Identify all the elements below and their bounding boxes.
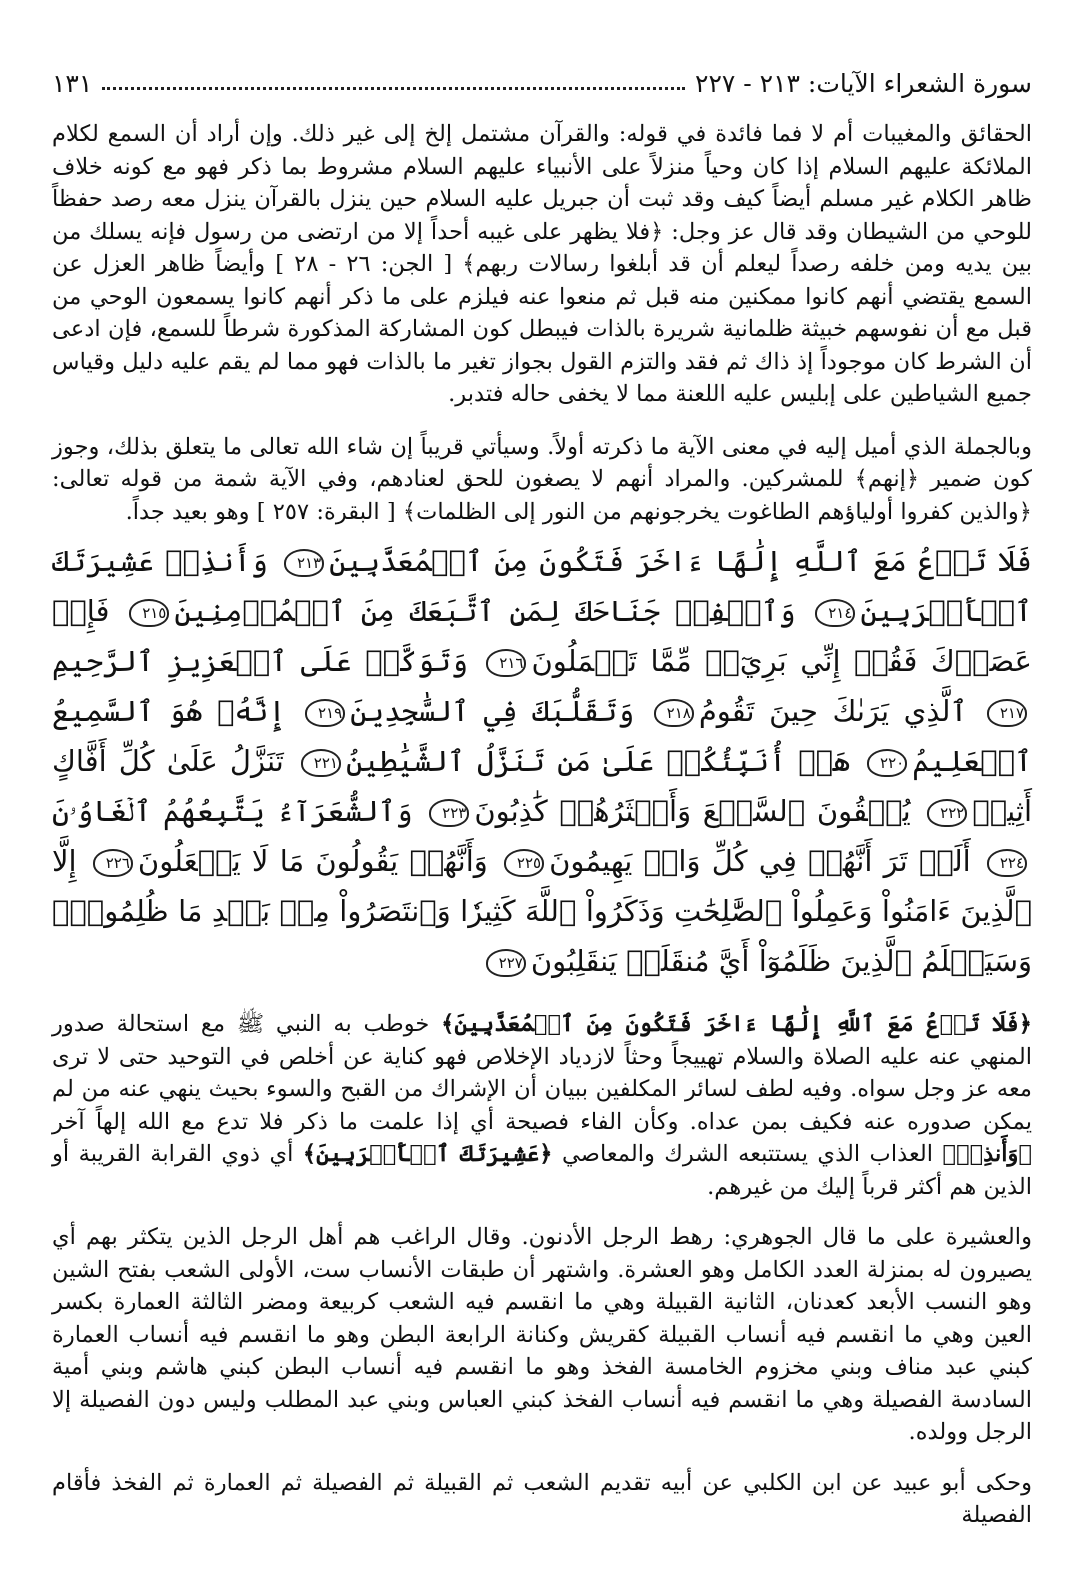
quran-verse-221: هَلۡ أُنَبِّئُكُمۡ عَلَىٰ مَن تَنَزَّلُ ٱلشَّيَٰطِينُ — [345, 744, 851, 778]
quoted-verse-warn: ﴿وَأَنذِرۡ﴾ — [942, 1141, 1032, 1167]
quran-verse-219: وَتَقَلُّبَكَ فِي ٱلسَّٰجِدِينَ — [350, 694, 635, 728]
quran-verse-215: وَٱخۡفِضۡ جَنَاحَكَ لِمَنِ ٱتَّبَعَكَ مِنَ ٱلۡمُؤۡمِنِينَ — [174, 594, 796, 628]
verse-number-224: ٢٢٤ — [987, 849, 1027, 877]
commentary-text-c: أي ذوي القرابة القريبة أو الذين هم أكثر قرباً إليك من غيرهم. — [52, 1141, 1032, 1200]
header-leader-dots — [102, 86, 685, 90]
quran-verse-227: إِلَّا ٱلَّذِينَ ءَامَنُواْ وَعَمِلُواْ ٱلصَّٰلِحَٰتِ وَذَكَرُواْ ٱللَّهَ كَثِيرٗا وَٱنتَصَرُواْ مِنۢ بَعۡدِ مَا ظُلِمُواْۗ وَسَيَعۡلَمُ ٱلَّذِينَ ظَلَمُوٓاْ أَيَّ مُنقَلَبٖ يَنقَلِبُونَ — [52, 844, 1032, 978]
verse-number-221: ٢٢١ — [301, 749, 341, 777]
commentary-paragraph-two: وبالجملة الذي أميل إليه في معنى الآية ما ذكرته أولاً. وسيأتي قريباً إن شاء الله تعالى ما يتعلق بذلك، وجوز كون ضمير ﴿إنهم﴾ للمشركين. والمراد أنهم لا يصغون للحق لعنادهم، وفي الآية شمة من قوله تعالى: ﴿والذين كفروا أولياؤهم الطاغوت يخرجونهم من النور إلى الظلمات﴾ [ البقرة: ٢٥٧ ] وهو بعيد جداً. — [52, 433, 1032, 525]
verse-number-225: ٢٢٥ — [504, 849, 544, 877]
commentary-text-a: خوطب به النبي ﷺ مع استحالة صدور المنهي عنه عليه الصلاة والسلام تهييجاً وحثاً لازدياد الإخلاص فهو كناية عن أخلص في التوحيد حتى لا ترى معه عز وجل سواه. وفيه لطف لسائر المكلفين ببيان أن الإشراك من القبح والسوء بحيث ينهي عنه من لم يمكن صدوره عنه فكيف بمن عداه. وكأن الفاء فصيحة أي إذا علمت ما ذكر فلا تدع مع الله إلهاً آخر — [52, 1011, 1032, 1135]
verse-number-226: ٢٢٦ — [93, 849, 133, 877]
commentary-text-b: العذاب الذي يستتبعه الشرك والمعاصي — [552, 1141, 943, 1167]
running-title: سورة الشعراء الآيات: ٢١٣ - ٢٢٧ — [695, 69, 1032, 98]
quran-verse-226: وَأَنَّهُمۡ يَقُولُونَ مَا لَا يَفۡعَلُونَ — [137, 844, 488, 878]
verse-number-220: ٢٢٠ — [867, 749, 907, 777]
verse-commentary-paragraph — [52, 1008, 1032, 1203]
quran-verse-217: وَتَوَكَّلۡ عَلَى ٱلۡعَزِيزِ ٱلرَّحِيمِ — [52, 644, 468, 678]
quran-verse-225: أَلَمۡ تَرَ أَنَّهُمۡ فِي كُلِّ وَادٖ يَهِيمُونَ — [549, 844, 971, 878]
verse-number-218: ٢١٨ — [654, 699, 694, 727]
closing-paragraph: وحكى أبو عبيد عن ابن الكلبي عن أبيه تقديم الشعب ثم القبيلة ثم الفصيلة ثم العمارة ثم الفخذ فأقام الفصيلة — [52, 1469, 1032, 1528]
quran-verse-216: فَإِنۡ عَصَوۡكَ فَقُلۡ إِنِّي بَرِيٓءٞ مِّمَّا تَعۡمَلُونَ — [52, 594, 1032, 678]
verse-number-216: ٢١٦ — [486, 649, 526, 677]
verse-number-222: ٢٢٢ — [927, 799, 967, 827]
quran-verse-223: يُلۡقُونَ ٱلسَّمۡعَ وَأَكۡثَرُهُمۡ كَٰذِبُونَ — [474, 794, 911, 828]
quran-verse-222: تَنَزَّلُ عَلَىٰ كُلِّ أَفَّاكٍ أَثِيمٖ — [52, 744, 1033, 828]
quran-verse-224: وَٱلشُّعَرَآءُ يَتَّبِعُهُمُ ٱلۡغَاوُۥنَ — [52, 794, 413, 828]
quoted-verse-kin: ﴿عَشِيرَتَكَ ٱلۡأَقۡرَبِينَ﴾ — [302, 1141, 553, 1167]
verse-number-213: ٢١٣ — [284, 549, 324, 577]
verse-number-215: ٢١٥ — [129, 599, 169, 627]
kinship-paragraph: والعشيرة على ما قال الجوهري: رهط الرجل الأدنون. وقال الراغب هم أهل الرجل الذين يتكثر بهم أي يصيرون له بمنزلة العدد الكامل وهو العشرة. واشتهر أن طبقات الأنساب ست، الأولى الشعب بفتح الشين وهو النسب الأبعد كعدنان، الثانية القبيلة وهي ما انقسم فيه الشعب كربيعة ومضر الثالثة العمارة بكسر العين وهي ما انقسم فيه أنساب القبيلة كقريش وكنانة الرابعة البطن وهو ما انقسم فيه أنساب العمارة كبني عبد مناف وبني مخزوم الخامسة الفخذ وهو ما انقسم فيه أنساب البطن كبني هاشم وبني أمية السادسة الفصيلة وهي ما انقسم فيه أنساب الفخذ كبني العباس وبني عبد المطلب وليس دون الفصيلة إلا الرجل وولده. — [52, 1224, 1032, 1445]
quran-verses-block — [52, 536, 1032, 986]
page-header — [52, 46, 1032, 98]
quran-verse-218: ٱلَّذِي يَرَىٰكَ حِينَ تَقُومُ — [698, 694, 968, 728]
verse-number-227: ٢٢٧ — [486, 949, 526, 977]
verse-number-217: ٢١٧ — [987, 699, 1027, 727]
quran-verse-213: فَلَا تَدۡعُ مَعَ ٱللَّهِ إِلَٰهًا ءَاخَرَ فَتَكُونَ مِنَ ٱلۡمُعَذَّبِينَ — [329, 544, 1033, 578]
verse-number-223: ٢٢٣ — [429, 799, 469, 827]
quoted-verse-start: ﴿فَلَا تَدۡعُ مَعَ ٱللَّهِ إِلَٰهًا ءَاخَرَ فَتَكُونَ مِنَ ٱلۡمُعَذَّبِينَ﴾ — [441, 1011, 1032, 1037]
verse-number-219: ٢١٩ — [305, 699, 345, 727]
book-page — [52, 46, 1032, 1546]
commentary-paragraph-one: الحقائق والمغيبات أم لا فما فائدة في قوله: والقرآن مشتمل إلخ إلى غير ذلك. وإن أراد أن السمع لكلام الملائكة عليهم السلام إذا كان وحياً منزلاً على الأنبياء عليهم السلام مشروط بما ذكر فهو مع كونه خلاف ظاهر الكلام غير مسلم أيضاً كيف وقد ثبت أن جبريل عليه السلام حين ينزل بالقرآن ينزل معه رصد حفظاً للوحي من الشيطان وقد قال عز وجل: ﴿فلا يظهر على غيبه أحداً إلا من ارتضى من رسول فإنه يسلك من بين يديه ومن خلفه رصداً ليعلم أن قد أبلغوا رسالات ربهم﴾ [ الجن: ٢٦ - ٢٨ ] وأيضاً ظاهر العزل عن السمع يقتضي أنهم كانوا ممكنين منه قبل ثم منعوا عنه فيلزم على ما ذكر أنهم كانوا يسمعون الوحي من قبل مع أن نفوسهم خبيثة ظلمانية شريرة بالذات فيبطل كون المشاركة المذكورة شرطاً للسمع، فإن ادعى أن الشرط كان موجوداً إذ ذاك ثم فقد والتزم القول بجواز تغير ما بالذات فهو مما لم يقم عليه دليل وقياس جميع الشياطين على إبليس عليه اللعنة مما لا يخفى حاله فتدبر. — [52, 121, 1032, 407]
page-number: ١٣١ — [52, 69, 93, 98]
quran-verse-220: إِنَّهُۥ هُوَ ٱلسَّمِيعُ ٱلۡعَلِيمُ — [52, 694, 1032, 778]
verse-number-214: ٢١٤ — [815, 599, 855, 627]
quran-verse-214: وَأَنذِرۡ عَشِيرَتَكَ ٱلۡأَقۡرَبِينَ — [52, 544, 1032, 628]
